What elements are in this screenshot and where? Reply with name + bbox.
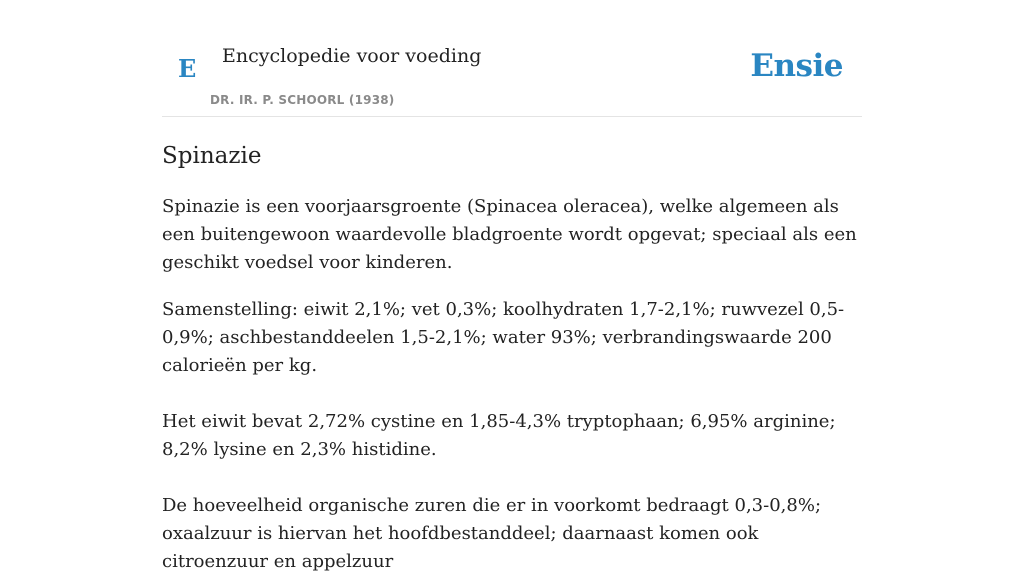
ensie-brand-logo[interactable]: Ensie	[750, 48, 843, 84]
work-title-link[interactable]: Encyclopedie voor voeding	[222, 45, 482, 67]
entry-title: Spinazie	[162, 143, 262, 169]
author-label: DR. IR. P. SCHOORL (1938)	[210, 93, 395, 107]
header	[162, 0, 862, 117]
paragraph: De hoeveelheid organische zuren die er in voorkomt bedraagt 0,3-0,8%; oxaalzuur is hiervan het hoofdbestanddeel; daarnaast komen ook citroenzuur en appelzuur	[162, 495, 822, 572]
paragraph: Samenstelling: eiwit 2,1%; vet 0,3%; koolhydraten 1,7-2,1%; ruwvezel 0,5-0,9%; aschbestanddeelen 1,5-2,1%; water 93%; verbrandingswaarde 200 calorieën per kg.	[162, 299, 845, 376]
article-page	[162, 0, 862, 576]
paragraph: Het eiwit bevat 2,72% cystine en 1,85-4,3% tryptophaan; 6,95% arginine; 8,2% lysine en 2,3% histidine.	[162, 411, 836, 460]
entry-body	[162, 193, 862, 576]
paragraph: Spinazie is een voorjaarsgroente (Spinacea oleracea), welke algemeen als een buitengewoon waardevolle bladgroente wordt opgevat; speciaal als een geschikt voedsel voor kinderen.	[162, 196, 857, 273]
encyclopedia-logo-icon[interactable]: E	[178, 54, 197, 83]
